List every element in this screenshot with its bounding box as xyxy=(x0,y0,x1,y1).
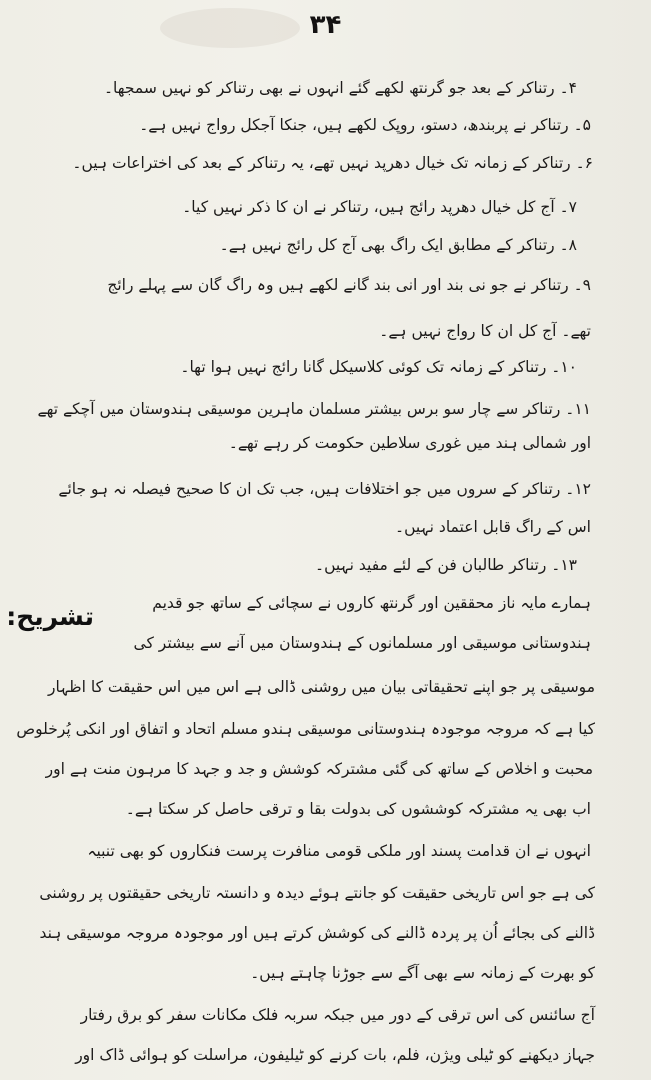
text-line: انہوں نے ان قدامت پسند اور ملکی قومی منافرت پرست فنکاروں کو بھی تنبیہ xyxy=(87,842,591,860)
text-line: اور شمالی ہند میں غوری سلاطین حکومت کر رہے تھے۔ xyxy=(228,434,591,452)
text-line: جہاز دیکھنے کو ٹیلی ویژن، فلم، بات کرنے کو ٹیلیفون، مراسلت کو ہوائی ڈاک اور xyxy=(75,1046,595,1064)
text-line: ہمارے مایہ ناز محققین اور گرنتھ کاروں نے سچائی کے ساتھ جو قدیم xyxy=(152,594,591,612)
text-line: ۱۰۔ رتناکر کے زمانہ تک کوئی کلاسیکل گانا رائج نہیں ہوا تھا۔ xyxy=(180,358,577,376)
section-heading: تشریح: xyxy=(6,602,94,631)
text-line: ڈالنے کی بجائے اُن پر پردہ ڈالنے کی کوشش کرتے ہیں اور موجودہ مروجہ موسیقی ہند xyxy=(39,924,595,942)
text-line: ۱۳۔ رتناکر طالبان فن کے لئے مفید نہیں۔ xyxy=(315,556,577,574)
text-line: کیا ہے کہ مروجہ موجودہ ہندوستانی موسیقی ہندو مسلم اتحاد و اتفاق اور انکی پُرخلوص xyxy=(16,720,595,738)
page-number: ۳۴ xyxy=(309,10,342,40)
text-line: ۹۔ رتناکر نے جو نی بند اور انی بند گانے لکھے ہیں وہ راگ گان سے پہلے رائج xyxy=(107,276,591,294)
text-line: آج سائنس کی اس ترقی کے دور میں جبکہ سربہ فلک مکانات سفر کو برق رفتار xyxy=(80,1006,595,1024)
text-line: موسیقی پر جو اپنے تحقیقاتی بیان میں روشنی ڈالی ہے اس میں اس حقیقت کا اظہار xyxy=(48,678,595,696)
text-line: ۱۲۔ رتناکر کے سروں میں جو اختلافات ہیں، جب تک ان کا صحیح فیصلہ نہ ہو جائے xyxy=(58,480,591,498)
text-line: اس کے راگ قابل اعتماد نہیں۔ xyxy=(395,518,591,536)
text-line: ۱۱۔ رتناکر سے چار سو برس بیشتر مسلمان ماہرین موسیقی ہندوستان میں آچکے تھے xyxy=(37,400,591,418)
text-line: اب بھی یہ مشترکہ کوششوں کی بدولت بقا و ترقی حاصل کر سکتا ہے۔ xyxy=(125,800,591,818)
text-line: ۸۔ رتناکر کے مطابق ایک راگ بھی آج کل رائج نہیں ہے۔ xyxy=(219,236,577,254)
text-line: کو بھرت کے زمانہ سے بھی آگے سے جوڑنا چاہتے ہیں۔ xyxy=(250,964,595,982)
text-line: ۴۔ رتناکر کے بعد جو گرنتھ لکھے گئے انہوں نے بھی رتناکر کو نہیں سمجھا۔ xyxy=(103,79,577,97)
text-line: کی ہے جو اس تاریخی حقیقت کو جانتے ہوئے دیدہ و دانستہ تاریخی حقیقتوں پر روشنی xyxy=(39,884,595,902)
text-line: ۷۔ آج کل خیال دھرپد رائج ہیں، رتناکر نے ان کا ذکر نہیں کیا۔ xyxy=(182,198,577,216)
text-line: ۶۔ رتناکر کے زمانہ تک خیال دھرپد نہیں تھے، یہ رتناکر کے بعد کی اختراعات ہیں۔ xyxy=(72,154,593,172)
text-line: ہندوستانی موسیقی اور مسلمانوں کے ہندوستان میں آنے سے بیشتر کی xyxy=(133,634,591,652)
text-line: تھے۔ آج کل ان کا رواج نہیں ہے۔ xyxy=(379,322,591,340)
text-line: ۵۔ رتناکر نے پربندھ، دستو، روپک لکھے ہیں، جنکا آجکل رواج نہیں ہے۔ xyxy=(139,116,591,134)
text-line: محبت و اخلاص کے ساتھ کی گئی مشترکہ کوشش و جد و جہد کا مرہون منت ہے اور xyxy=(45,760,593,778)
